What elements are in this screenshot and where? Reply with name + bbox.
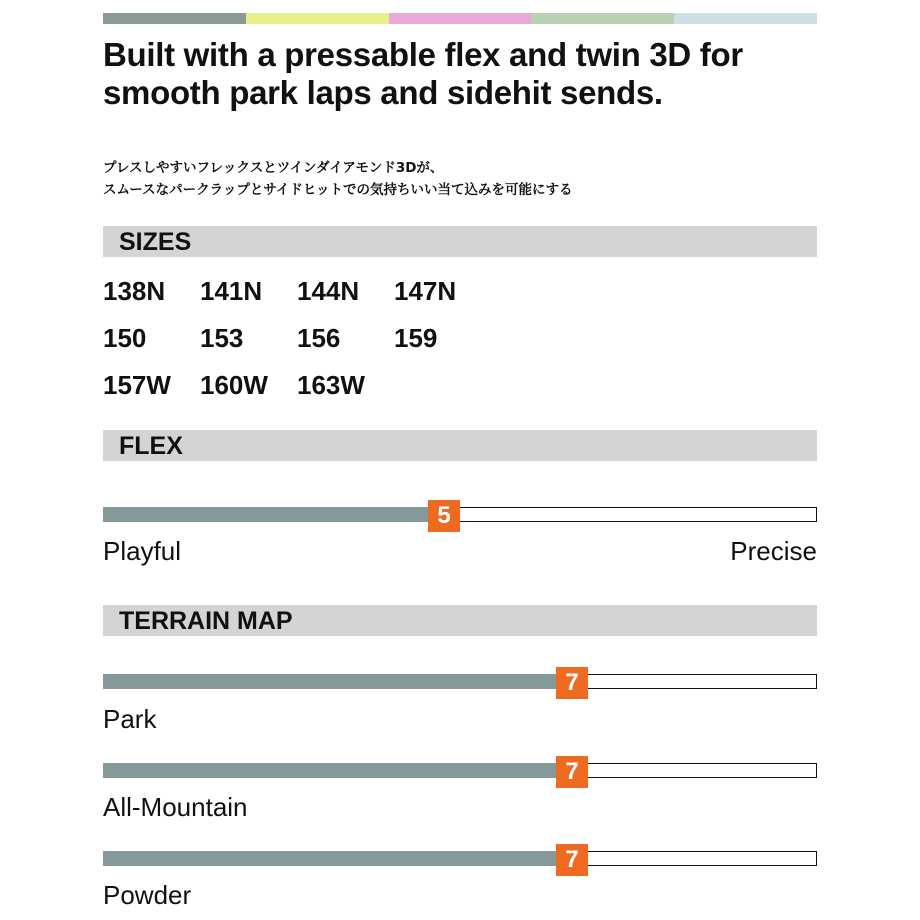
color-strip <box>103 13 817 24</box>
size-item: 156 <box>297 323 341 353</box>
flex-right-label: Precise <box>730 536 817 566</box>
size-item: 160W <box>200 370 268 400</box>
subtext-line-1: プレスしやすいフレックスとツインダイアモンド3Dが、 <box>103 160 444 176</box>
terrain-title: TERRAIN MAP <box>119 607 293 635</box>
terrain-park-scale-bar <box>103 669 817 696</box>
sizes-title: SIZES <box>119 228 192 256</box>
subtext-line-2: スムースなパークラップとサイドヒットでの気持ちいい当て込みを可能にする <box>103 182 573 198</box>
flex-section-header <box>103 430 817 461</box>
terrain-park-scale-fill <box>103 674 556 689</box>
size-item: 141N <box>200 276 263 306</box>
flex-scale-bar <box>103 502 817 529</box>
terrain-powder-scale-bar <box>103 846 817 873</box>
color-strip-segment-4 <box>531 13 674 24</box>
size-item: 138N <box>103 276 166 306</box>
terrain-all-mountain-scale-bar <box>103 758 817 785</box>
terrain-park-label: Park <box>103 704 157 734</box>
size-item: 147N <box>394 276 457 306</box>
size-item: 157W <box>103 370 171 400</box>
terrain-all-mountain-scale-fill <box>103 763 556 778</box>
terrain-powder-value-marker: 7 <box>556 844 588 876</box>
flex-title: FLEX <box>119 432 183 460</box>
terrain-powder-label: Powder <box>103 880 192 910</box>
size-item: 150 <box>103 323 147 353</box>
color-strip-segment-3 <box>389 13 532 24</box>
terrain-all-mountain-label: All-Mountain <box>103 792 248 822</box>
headline: Built with a pressable flex and twin 3D for smooth park laps and sidehit sends. <box>103 36 743 111</box>
terrain-all-mountain-value-marker: 7 <box>556 756 588 788</box>
terrain-park-value-marker: 7 <box>556 667 588 699</box>
color-strip-segment-1 <box>103 13 246 24</box>
terrain-powder-scale-fill <box>103 851 556 866</box>
size-item: 159 <box>394 323 438 353</box>
size-item: 163W <box>297 370 365 400</box>
flex-scale-fill <box>103 507 428 522</box>
size-item: 153 <box>200 323 244 353</box>
sizes-section-header <box>103 226 817 257</box>
terrain-section-header <box>103 605 817 636</box>
subtext-japanese <box>103 157 817 201</box>
size-item: 144N <box>297 276 360 306</box>
color-strip-segment-5 <box>674 13 817 24</box>
sizes-grid <box>103 276 523 400</box>
color-strip-segment-2 <box>246 13 389 24</box>
flex-value-marker: 5 <box>428 500 460 532</box>
flex-left-label: Playful <box>103 536 182 566</box>
